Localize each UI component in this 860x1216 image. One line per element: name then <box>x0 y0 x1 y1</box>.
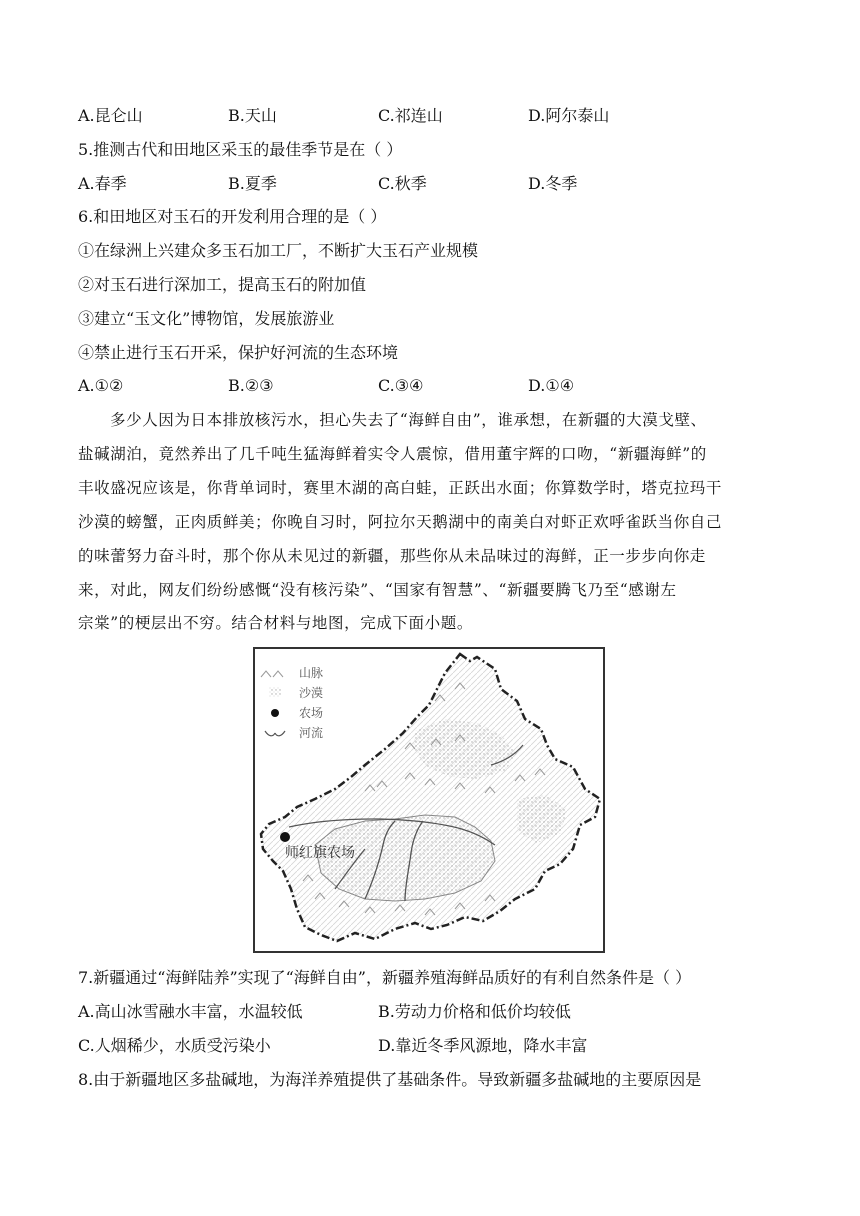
passage-line-1: 多少人因为日本排放核污水，担心失去了“海鲜自由”，谁承想，在新疆的大漠戈壁、 <box>110 411 707 429</box>
q6-item-4: ④禁止进行玉石开采，保护好河流的生态环境 <box>78 343 399 362</box>
passage-line-2: 盐碱湖泊，竟然养出了几千吨生猛海鲜着实令人震惊，借用董宇辉的口吻，“新疆海鲜”的 <box>78 445 707 463</box>
q4-option-d: D.阿尔泰山 <box>528 106 610 125</box>
q6-item-2: ②对玉石进行深加工，提高玉石的附加值 <box>78 275 367 294</box>
q6-item-1: ①在绿洲上兴建众多玉石加工厂，不断扩大玉石产业规模 <box>78 241 479 260</box>
q7-option-b: B.劳动力价格和低价均较低 <box>378 1002 571 1021</box>
farm-marker <box>280 832 290 842</box>
passage-line-4: 沙漠的螃蟹，正肉质鲜美；你晚自习时，阿拉尔天鹅湖中的南美白对虾正欢呼雀跃当你自己 <box>78 513 723 531</box>
farm-label: 师红旗农场 <box>285 845 355 861</box>
passage-line-7: 宗棠”的梗层出不穷。结合材料与地图，完成下面小题。 <box>78 614 473 632</box>
map-legend <box>261 666 323 740</box>
q7-option-a: A.高山冰雪融水丰富，水温较低 <box>78 1002 303 1021</box>
q6-option-d: D.①④ <box>528 376 575 395</box>
q6-option-c: C.③④ <box>378 376 424 395</box>
legend-farm-icon <box>271 709 279 717</box>
xinjiang-map <box>253 647 605 953</box>
q6-stem: 6.和田地区对玉石的开发利用合理的是（ ） <box>78 207 387 226</box>
q6-option-b: B.②③ <box>228 376 274 395</box>
legend-farm-label: 农场 <box>299 706 324 720</box>
legend-mountain-label: 山脉 <box>299 666 324 680</box>
q5-option-a: A.春季 <box>78 174 127 193</box>
legend-desert-label: 沙漠 <box>299 686 324 700</box>
q6-item-3: ③建立“玉文化”博物馆，发展旅游业 <box>78 309 335 328</box>
legend-river-label: 河流 <box>299 726 324 740</box>
q5-option-b: B.夏季 <box>228 174 277 193</box>
q4-option-a: A.昆仑山 <box>78 106 143 125</box>
q5-stem: 5.推测古代和田地区采玉的最佳季节是在（ ） <box>78 140 403 159</box>
passage-line-5: 的味蕾努力奋斗时，那个你从未见过的新疆，那些你从未品味过的海鲜，正一步步向你走 <box>78 547 706 565</box>
q4-option-b: B.天山 <box>228 106 277 125</box>
q7-stem: 7.新疆通过“海鲜陆养”实现了“海鲜自由”，新疆养殖海鲜品质好的有利自然条件是（ ） <box>78 968 692 987</box>
legend-river-icon <box>265 731 285 736</box>
q6-option-a: A.①② <box>78 376 124 395</box>
q7-option-c: C.人烟稀少，水质受污染小 <box>78 1036 271 1055</box>
q5-option-c: C.秋季 <box>378 174 427 193</box>
q8-stem: 8.由于新疆地区多盐碱地，为海洋养殖提供了基础条件。导致新疆多盐碱地的主要原因是 <box>78 1070 702 1089</box>
q4-option-c: C.祁连山 <box>378 106 443 125</box>
legend-mountain-icon <box>261 671 283 677</box>
legend-desert-icon <box>269 687 281 697</box>
q7-option-d: D.靠近冬季风源地，降水丰富 <box>378 1036 588 1055</box>
q5-option-d: D.冬季 <box>528 174 578 193</box>
passage-line-6: 来，对此，网友们纷纷感慨“没有核污染”、“国家有智慧”、“新疆要腾飞乃至“感谢左 <box>78 581 677 599</box>
passage-line-3: 丰收盛况应该是，你背单词时，赛里木湖的高白蛙，正跃出水面；你算数学时，塔克拉玛干 <box>78 479 723 497</box>
